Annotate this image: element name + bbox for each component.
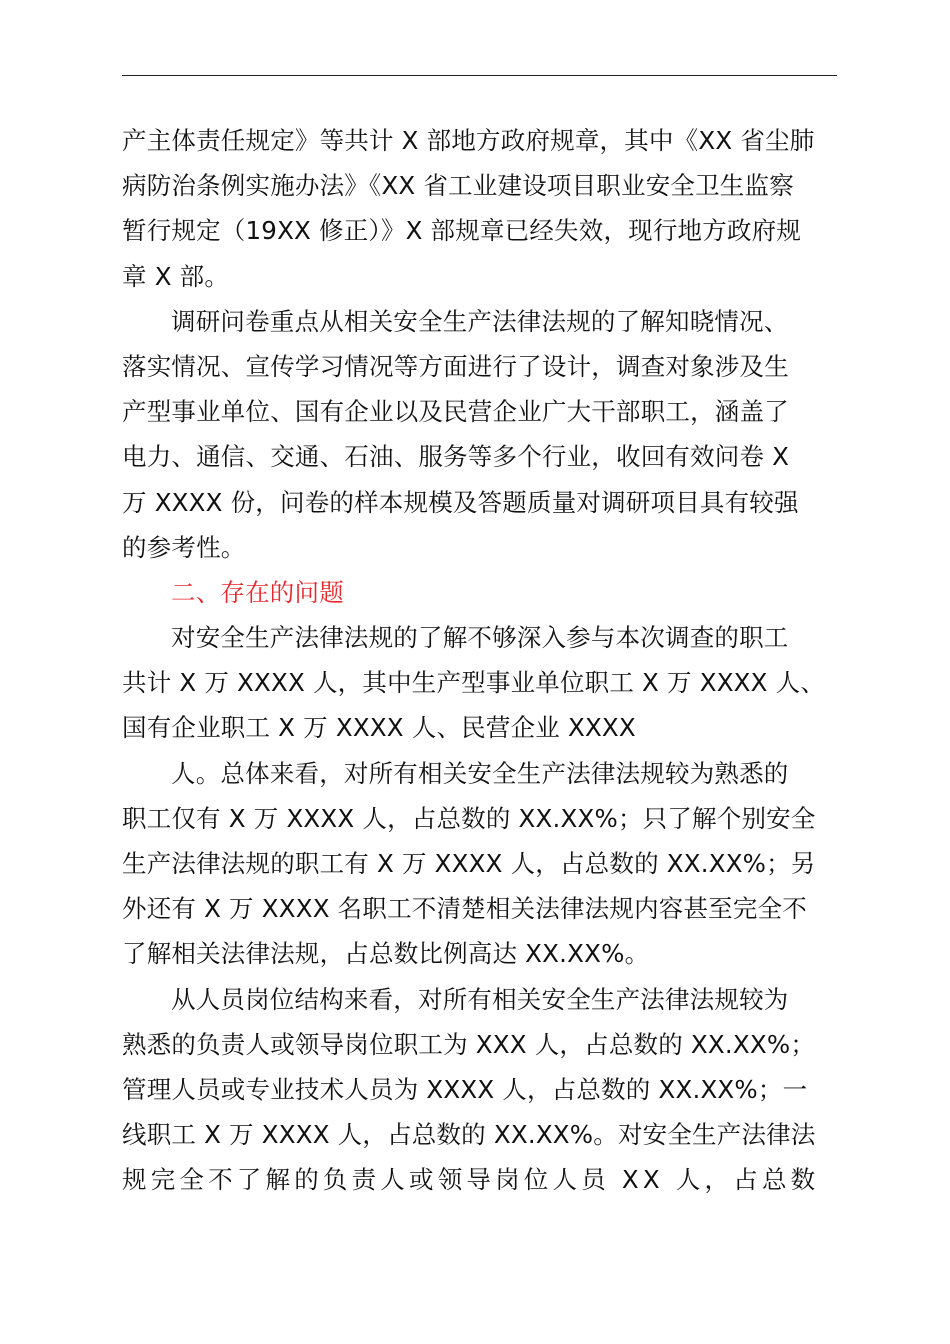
section-heading: 二、存在的问题 xyxy=(171,577,344,607)
text-line: 线职工 X 万 XXXX 人，占总数的 XX.XX%。对安全生产法律法 xyxy=(122,1120,816,1150)
text-line: 产主体责任规定》等共计 X 部地方政府规章，其中《XX 省尘肺 xyxy=(122,126,815,155)
text-line: 暂行规定（19XX 修正）》X 部规章已经失效，现行地方政府规 xyxy=(122,216,802,246)
text-line: 的参考性。 xyxy=(122,532,246,562)
text-line: 规完全不了解的负责人或领导岗位人员 XX 人，占总数 xyxy=(122,1165,820,1195)
header-rule xyxy=(122,75,837,76)
text-line: 对安全生产法律法规的了解不够深入参与本次调查的职工 xyxy=(171,623,789,653)
text-line: 熟悉的负责人或领导岗位职工为 XXX 人，占总数的 XX.XX%； xyxy=(122,1029,816,1059)
text-line: 从人员岗位结构来看，对所有相关安全生产法律法规较为 xyxy=(171,984,789,1014)
text-line: 章 X 部。 xyxy=(122,261,230,291)
text-line: 共计 X 万 XXXX 人，其中生产型事业单位职工 X 万 XXXX 人、 xyxy=(122,668,826,698)
text-line: 病防治条例实施办法》《XX 省工业建设项目职业安全卫生监察 xyxy=(122,171,794,201)
text-line: 生产法律法规的职工有 X 万 XXXX 人，占总数的 XX.XX%；另 xyxy=(122,849,816,878)
text-line: 外还有 X 万 XXXX 名职工不清楚相关法律法规内容甚至完全不 xyxy=(122,894,807,924)
text-line: 电力、通信、交通、石油、服务等多个行业，收回有效问卷 X xyxy=(122,442,790,472)
text-line: 万 XXXX 份，问卷的样本规模及答题质量对调研项目具有较强 xyxy=(122,487,799,517)
text-line: 管理人员或专业技术人员为 XXXX 人，占总数的 XX.XX%；一 xyxy=(122,1074,808,1104)
text-line: 职工仅有 X 万 XXXX 人，占总数的 XX.XX%；只了解个别安全 xyxy=(122,803,816,833)
text-line: 人。总体来看，对所有相关安全生产法律法规较为熟悉的 xyxy=(171,758,789,788)
text-line: 落实情况、宣传学习情况等方面进行了设计，调查对象涉及生 xyxy=(122,351,789,381)
text-line: 国有企业职工 X 万 XXXX 人、民营企业 XXXX xyxy=(122,713,636,743)
text-line: 调研问卷重点从相关安全生产法律法规的了解知晓情况、 xyxy=(171,306,789,336)
document-body xyxy=(122,118,838,1203)
text-line: 了解相关法律法规，占总数比例高达 XX.XX%。 xyxy=(122,939,650,969)
text-line: 产型事业单位、国有企业以及民营企业广大干部职工，涵盖了 xyxy=(122,397,789,427)
